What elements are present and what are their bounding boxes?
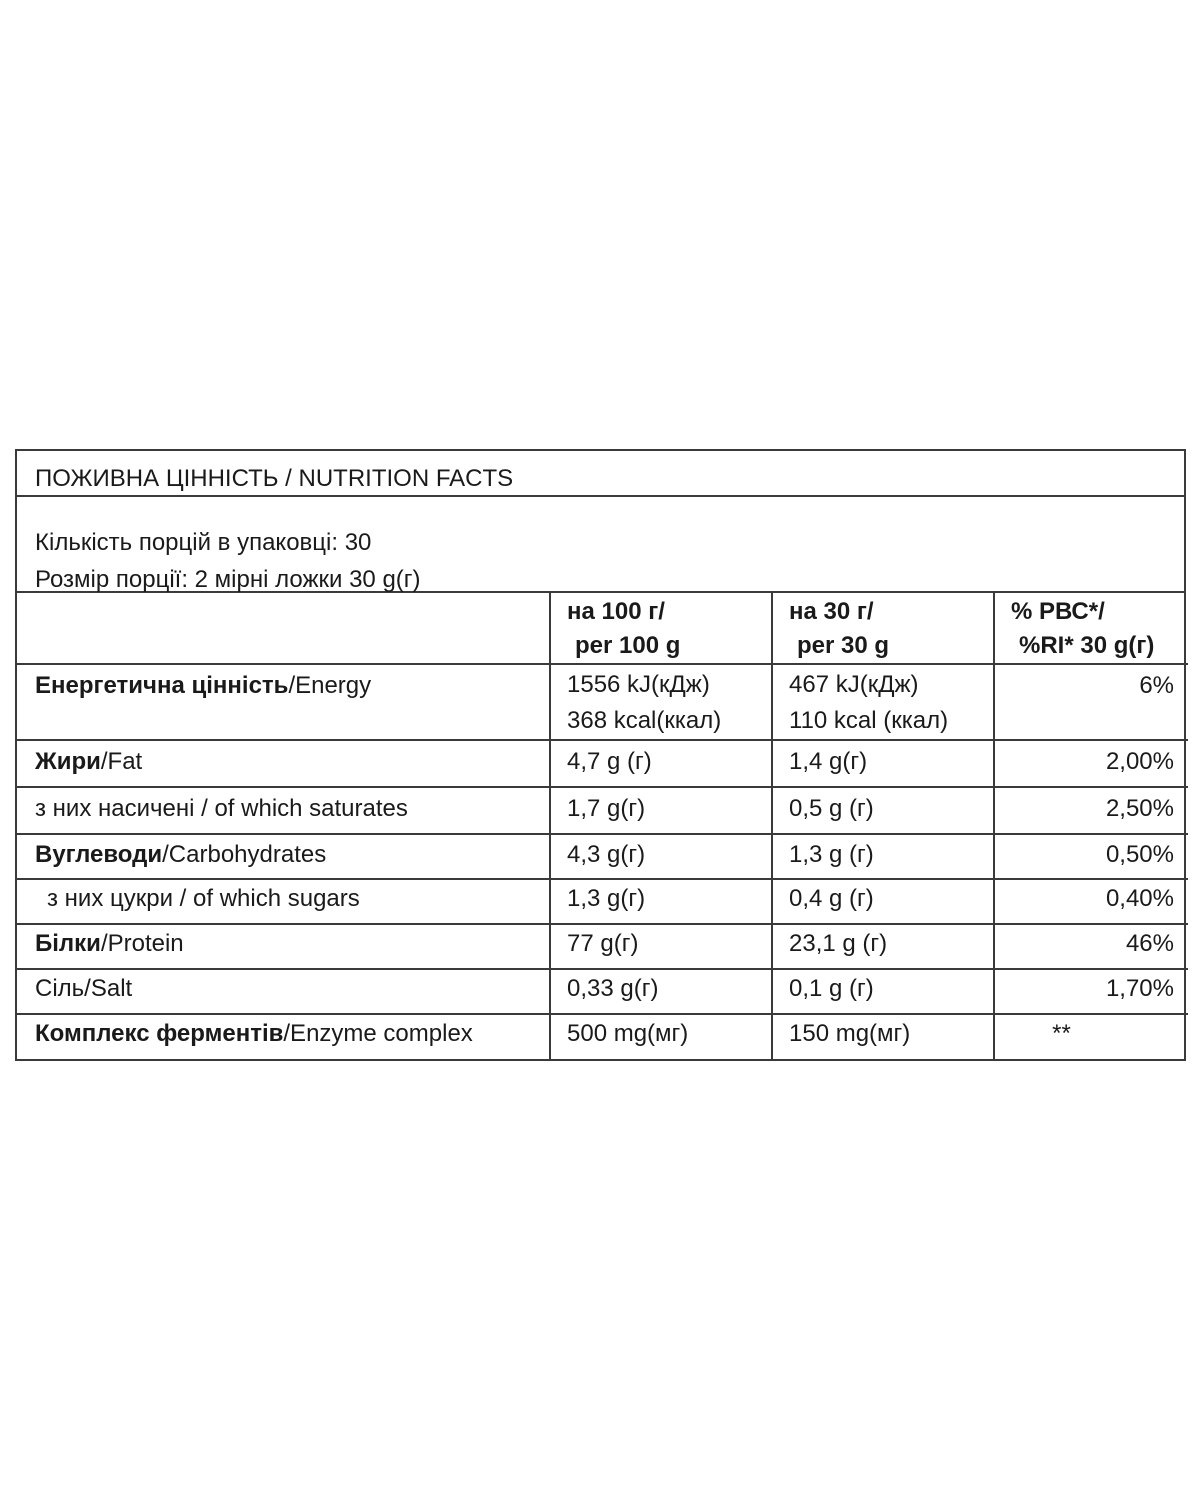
table-row [17,969,1188,1014]
servings-per-container: Кількість порцій в упаковці: 30 [35,529,372,556]
table-row [17,740,1188,787]
nutrient-name: з них насичені / of which saturates [17,787,550,834]
table-row [17,787,1188,834]
nutrient-name-rest: /Enzyme complex [283,1020,473,1047]
ri-value: 6% [994,664,1188,740]
ri-value: 0,50% [994,834,1188,879]
per-30g-header-line2: per 30 g [797,632,890,659]
ri-value: ** [994,1014,1188,1059]
per-30g-value: 1,4 g(г) [772,740,994,787]
table-row [17,924,1188,969]
per-30g-value: 150 mg(мг) [772,1014,994,1059]
nutrient-name [17,740,550,787]
table-row [17,1014,1188,1059]
nutrient-name [17,664,550,740]
nutrient-name [17,834,550,879]
ri-value: 2,50% [994,787,1188,834]
nutrient-name-rest: /Fat [100,748,143,775]
table-row [17,879,1188,924]
per-100g-header-line1: на 100 г/ [567,598,665,625]
per-30g-value: 0,5 g (г) [772,787,994,834]
per-30g-value: 23,1 g (г) [772,924,994,969]
per-100g-header [550,593,772,664]
per-30g-value [772,664,994,740]
nutrient-grid [17,593,1188,1059]
energy-kcal-30g: 110 kcal (ккал) [789,707,949,734]
column-header-row [17,593,1188,664]
per-100g-header-line2: per 100 g [575,632,681,659]
nutrient-name-rest: /Protein [100,930,184,957]
energy-kj-100g: 1556 kJ(кДж) [567,671,710,698]
per-30g-value: 0,1 g (г) [772,969,994,1014]
per-100g-value: 1,3 g(г) [550,879,772,924]
serving-info [17,497,1184,593]
energy-kj-30g: 467 kJ(кДж) [789,671,919,698]
nutrient-name-bold: Жири [35,748,101,775]
nutrient-name-rest: /Carbohydrates [162,841,327,868]
ri-value: 2,00% [994,740,1188,787]
nutrition-facts-table [15,449,1186,1061]
per-100g-value: 4,3 g(г) [550,834,772,879]
energy-kcal-100g: 368 kcal(ккал) [567,707,722,734]
ri-header-line2: %RI* 30 g(г) [1019,632,1155,659]
per-30g-value: 1,3 g (г) [772,834,994,879]
per-100g-value: 4,7 g (г) [550,740,772,787]
nutrient-name: з них цукри / of which sugars [17,879,550,924]
ri-value: 1,70% [994,969,1188,1014]
table-row [17,834,1188,879]
ri-header-line1: % РВС*/ [1011,598,1105,625]
nutrient-name: Сіль/Salt [17,969,550,1014]
table-row [17,664,1188,740]
ri-header [994,593,1188,664]
per-100g-value: 1,7 g(г) [550,787,772,834]
per-30g-value: 0,4 g (г) [772,879,994,924]
ri-value: 0,40% [994,879,1188,924]
per-100g-value [550,664,772,740]
per-30g-header [772,593,994,664]
per-30g-header-line1: на 30 г/ [789,598,874,625]
nutrient-name-bold: Комплекс ферментів [35,1020,284,1047]
ri-value: 46% [994,924,1188,969]
nutrient-name-rest: /Energy [288,672,372,699]
per-100g-value: 77 g(г) [550,924,772,969]
nutrient-header-cell [17,593,550,664]
nutrient-name [17,1014,550,1059]
nutrient-name-bold: Енергетична цінність [35,672,289,699]
per-100g-value: 0,33 g(г) [550,969,772,1014]
serving-size: Розмір порції: 2 мірні ложки 30 g(г) [35,566,421,593]
nutrient-name-bold: Вуглеводи [35,841,163,868]
nutrient-name-bold: Білки [35,930,101,957]
nutrient-name [17,924,550,969]
nutrition-facts-title: ПОЖИВНА ЦІННІСТЬ / NUTRITION FACTS [17,451,1184,497]
per-100g-value: 500 mg(мг) [550,1014,772,1059]
